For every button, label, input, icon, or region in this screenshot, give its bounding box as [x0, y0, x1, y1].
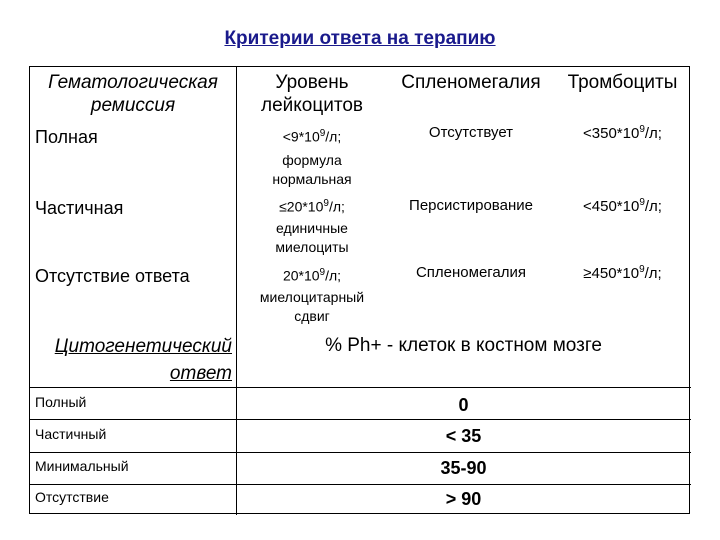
cyto-row-value: 35-90	[440, 458, 487, 478]
cyto-row-label: Частичный	[35, 426, 107, 442]
criteria-table	[29, 66, 690, 514]
header-spleen: Спленомегалия	[401, 72, 541, 93]
cyto-header: Цитогенетический ответ	[54, 336, 232, 384]
cyto-row-value: 0	[458, 395, 469, 415]
row-divider	[30, 387, 691, 388]
wbc-note: единичные миелоциты	[275, 220, 349, 255]
cyto-row-label: Полный	[35, 394, 87, 410]
header-platelets: Тромбоциты	[567, 72, 678, 93]
row-label-partial: Частичная	[35, 198, 124, 218]
row-label-no-response: Отсутствие ответа	[35, 266, 190, 286]
row-divider	[30, 419, 691, 420]
wbc-note: миелоцитарный сдвиг	[259, 289, 365, 324]
page-title: Критерии ответа на терапию	[224, 28, 496, 49]
spleen-value: Персистирование	[409, 197, 533, 214]
cyto-row-value: < 35	[445, 426, 482, 446]
platelet-value: $<450*10^9/л$;	[583, 197, 662, 215]
row-divider	[30, 452, 691, 453]
header-wbc: Уровень лейкоцитов	[260, 72, 363, 116]
row-divider	[30, 484, 691, 485]
cyto-row-label: Отсутствие	[35, 489, 109, 505]
platelet-value: $\ge 450*10^9/л$;	[583, 264, 662, 282]
wbc-note: формула нормальная	[272, 152, 352, 187]
spleen-value: Отсутствует	[428, 124, 514, 141]
platelet-value: $<350*10^9/л$;	[583, 124, 662, 142]
wbc-value: $\le 20*10^9/л$;	[279, 198, 345, 215]
wbc-value: $20*10^9/л$;	[282, 267, 342, 284]
wbc-value: $<9*10^9/л$;	[282, 128, 342, 145]
cyto-row-label: Минимальный	[35, 458, 129, 474]
row-label-complete: Полная	[35, 127, 98, 147]
header-hem-remission: Гематологическая ремиссия	[48, 72, 218, 116]
cyto-row-value: > 90	[445, 489, 482, 509]
ph-header: % Ph+ - клеток в костном мозге	[325, 335, 602, 356]
spleen-value: Спленомегалия	[415, 264, 527, 281]
